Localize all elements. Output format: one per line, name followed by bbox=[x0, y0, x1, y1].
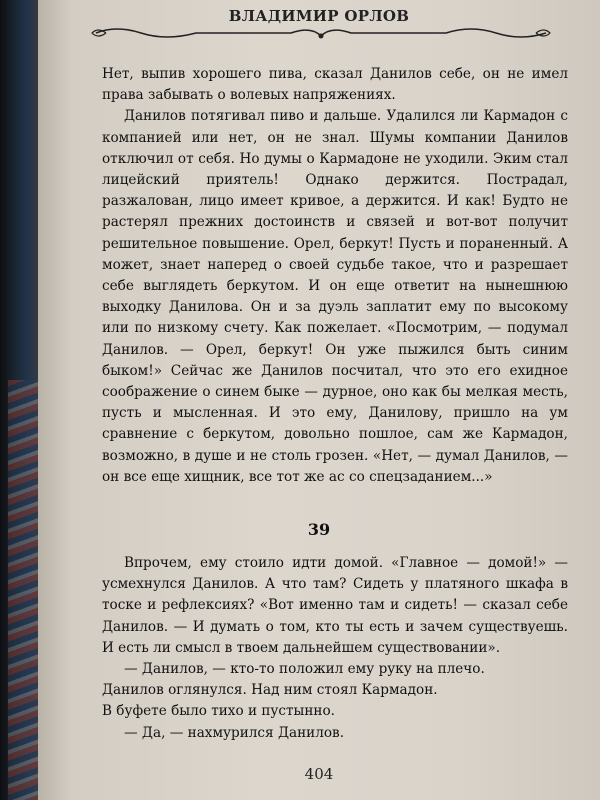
book-page bbox=[38, 0, 600, 800]
paragraph-7: — Да, — нахмурился Данилов. bbox=[124, 724, 345, 741]
paragraph-3: Впрочем, ему стоило идти домой. «Главное — домой!» — усмехнулся Данилов. А что там? Сидеть у платяного шкафа в тоске и рефлексиях? «Вот именно там и сидеть! — сказал себе Данилов. — И думать о том, кто ты есть и зачем существуешь. И есть ли смысл в твоем дальнейшем существовании». bbox=[102, 555, 568, 656]
header-ornament bbox=[86, 24, 556, 42]
spine-pattern bbox=[8, 380, 40, 800]
main-text bbox=[102, 64, 568, 488]
book-spine bbox=[0, 0, 40, 800]
header-title: ВЛАДИМИР ОРЛОВ bbox=[228, 7, 410, 25]
paragraph-4: — Данилов, — кто-то положил ему руку на плечо. bbox=[124, 661, 485, 678]
paragraph-2: Данилов потягивал пиво и дальше. Удалился ли Кармадон с компанией или нет, он не знал. Шумы компании Данилов отключил от себя. Но думы о Кармадоне не уходили. Эким стал лицейский приятель! Однако держится. Пострадал, разжалован, лицо имеет кривое, а держится. И как! Будто не растерял прежних достоинств и связей и вот-вот получит решительное повышение. Орел, беркут! Пусть и пораненный. А может, знает наперед о своей судьбе такое, что и разрешает себе выглядеть беркутом. И он еще ответит на нынешнюю выходку Данилова. Он и за дуэль заплатит ему по высокому или по низкому счету. Как пожелает. «Посмотрим, — подумал Данилов. — Орел, беркут! Он уже пыжился быть синим быком!» Сейчас же Данилов посчитал, что это его ехидное соображение о синем быке — дурное, оно как бы мелкая месть, пусть и мысленная. И это ему, Данилову, пришло на ум сравнение с беркутом, довольно пошлое, сам же Кармадон, возможно, в душе и не столь грозен. «Нет, — думал Данилов, — он все еще хищник, все тот же ас со спецзаданием...» bbox=[102, 108, 568, 485]
chapter-text bbox=[102, 553, 568, 744]
page-number: 404 bbox=[304, 765, 334, 783]
paragraph-5: Данилов оглянулся. Над ним стоял Кармадон. bbox=[102, 682, 438, 699]
chapter-number: 39 bbox=[307, 520, 331, 539]
paragraph-6: В буфете было тихо и пустынно. bbox=[102, 703, 335, 720]
paragraph-1: Нет, выпив хорошего пива, сказал Данилов себе, он не имел права забывать о волевых напряжениях. bbox=[102, 66, 568, 104]
